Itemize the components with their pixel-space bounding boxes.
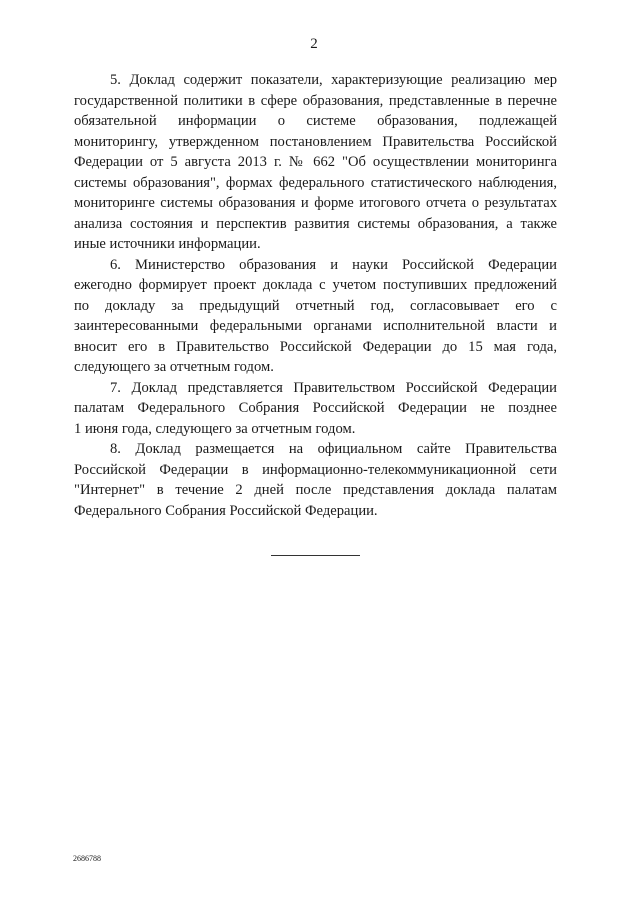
text-line: анализа состояния и перспектив развития системы образования, а также bbox=[74, 215, 557, 232]
text-line: по докладу за предыдущий отчетный год, согласовывает его с bbox=[74, 297, 557, 314]
text-line: Федерального Собрания Российской Федерации. bbox=[74, 502, 378, 519]
text-line: 7. Доклад представляется Правительством Российской Федерации bbox=[110, 379, 557, 396]
end-separator-line bbox=[271, 555, 360, 556]
text-line: мониторингу, утвержденном постановлением Правительства Российской bbox=[74, 133, 557, 150]
text-line: мониторинге системы образования и форме итогового отчета о результатах bbox=[74, 195, 557, 211]
text-line: обязательной информации о системе образования, подлежащей bbox=[74, 113, 557, 129]
text-line: следующего за отчетным годом. bbox=[74, 359, 274, 375]
text-line: Федерации от 5 августа 2013 г. № 662 "Об осуществлении мониторинга bbox=[74, 154, 557, 170]
text-line: 8. Доклад размещается на официальном сайте Правительства bbox=[110, 441, 557, 457]
paragraph-5 bbox=[74, 70, 557, 255]
text-line: иные источники информации. bbox=[74, 236, 261, 252]
text-line: заинтересованными федеральными органами исполнительной власти и bbox=[74, 318, 557, 334]
paragraph-7 bbox=[74, 378, 557, 440]
text-line: Российской Федерации в информационно-телекоммуникационной сети bbox=[74, 461, 557, 478]
text-line: 6. Министерство образования и науки Российской Федерации bbox=[110, 256, 557, 273]
paragraph-6 bbox=[74, 255, 557, 378]
page-number: 2 bbox=[310, 36, 318, 52]
text-line: системы образования", формах федерального статистического наблюдения, bbox=[74, 174, 557, 191]
text-line: 1 июня года, следующего за отчетным годом. bbox=[74, 420, 356, 437]
paragraph-8 bbox=[74, 439, 557, 521]
document-body bbox=[74, 70, 557, 521]
text-line: палатам Федерального Собрания Российской Федерации не позднее bbox=[74, 400, 557, 416]
document-id: 2686788 bbox=[73, 854, 101, 863]
text-line: 5. Доклад содержит показатели, характеризующие реализацию мер bbox=[110, 72, 557, 88]
text-line: ежегодно формирует проект доклада с учетом поступивших предложений bbox=[74, 277, 557, 293]
text-line: государственной политики в сфере образования, представленные в перечне bbox=[74, 92, 557, 109]
text-line: вносит его в Правительство Российской Федерации до 15 мая года, bbox=[74, 338, 557, 355]
text-line: "Интернет" в течение 2 дней после представления доклада палатам bbox=[74, 482, 557, 498]
